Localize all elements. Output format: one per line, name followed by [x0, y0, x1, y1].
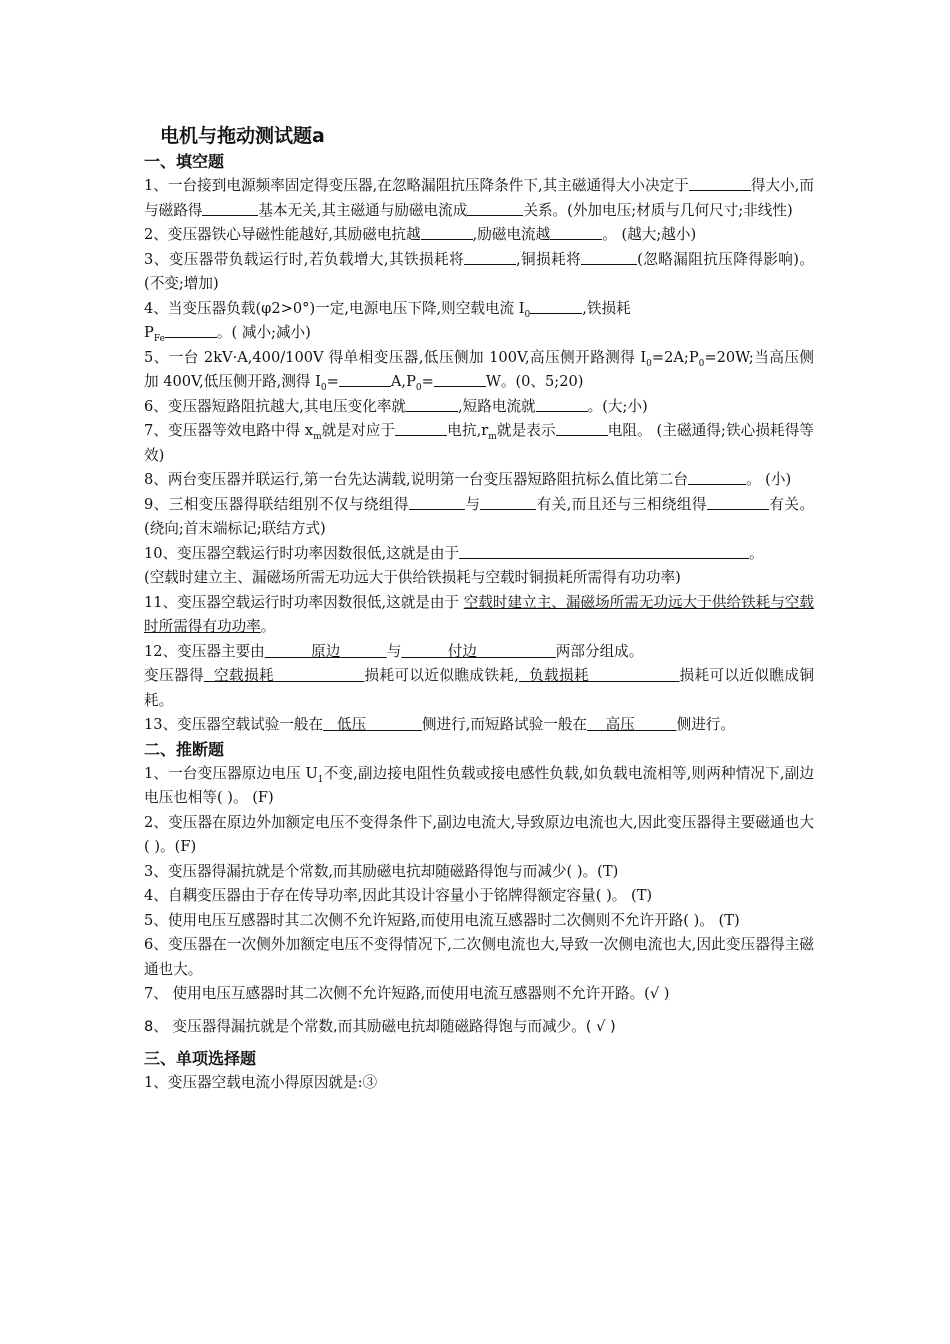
text: P: [144, 324, 154, 341]
text: 关系。(外加电压;材质与几何尺寸;非线性): [523, 201, 793, 219]
answer-blank: [707, 494, 769, 510]
answer-blank: [202, 200, 258, 216]
text: 有关,而且还与三相绕组得: [536, 495, 707, 513]
text: =: [421, 373, 434, 390]
text: =: [326, 373, 339, 390]
answer-blank: [406, 396, 458, 412]
subscript: 0: [646, 358, 652, 369]
text: 13、变压器空载试验一般在: [144, 716, 324, 733]
question-judge-8: 8、 变压器得漏抗就是个常数,而其励磁电抗却随磁路得饱与而减少。( √ ): [144, 1017, 616, 1035]
question-fill-5: [144, 346, 814, 395]
text: ,铁损耗: [582, 299, 631, 317]
subscript: 0: [524, 309, 531, 320]
text: A,P: [390, 373, 416, 390]
text: 10、变压器空载运行时功率因数很低,这就是由于: [144, 544, 460, 562]
text: ,短路电流就: [458, 397, 536, 415]
question-fill-11: [144, 591, 814, 640]
spacer: [144, 1039, 814, 1047]
question-fill-4: [144, 297, 814, 346]
answer-text: 原边: [311, 642, 341, 660]
answer-text: 付边: [447, 642, 477, 660]
subscript: 0: [698, 358, 705, 369]
text: 损耗可以近似瞧成铁耗,: [364, 667, 519, 684]
underlined-answer: [323, 716, 422, 733]
subscript: 1: [317, 774, 324, 785]
text: 。(大;小): [587, 397, 648, 415]
text: 9、三相变压器得联结组别不仅与绕组得: [144, 495, 409, 513]
text: 不变,副边接电阻性负载或接电感性负载,如负载电流相等,则两种情况下,副边电压也相等( )。 (F): [144, 764, 814, 806]
answer-blank: [395, 420, 447, 436]
question-fill-12: [144, 640, 814, 714]
underlined-answer: [587, 716, 677, 733]
question-fill-6: [144, 395, 814, 420]
text: 。 (越大;越小): [602, 226, 697, 243]
text: 损耗可以近似瞧成铜耗。: [144, 667, 814, 709]
question-fill-7: [144, 419, 814, 468]
answer-blank: [530, 298, 582, 314]
subscript: 0: [320, 382, 327, 393]
text: ,铜损耗将: [516, 250, 582, 268]
answer-blank: [556, 420, 608, 436]
answer-text: 空载损耗: [214, 667, 274, 684]
text: =20W;当高压侧加 400V,低压侧开路,测得 I: [144, 348, 814, 390]
underlined-answer: [519, 667, 680, 684]
text: 基本无关,其主磁通与励磁电流成: [258, 201, 468, 219]
text: 2、变压器铁心导磁性能越好,其励磁电抗越: [144, 226, 421, 243]
text: 就是对应于: [321, 422, 396, 439]
text: ,励磁电流越: [472, 226, 551, 243]
question-judge-5: 5、使用电压互感器时其二次侧不允许短路,而使用电流互感器时二次侧则不允许开路( )。 (T): [144, 911, 740, 929]
text: 变压器得: [144, 667, 204, 684]
text: 。: [749, 544, 764, 562]
subscript: Fe: [153, 333, 165, 344]
text: 5、一台 2kV·A,400/100V 得单相变压器,低压侧加 100V,高压侧开路测得 I: [144, 348, 647, 366]
underlined-answer: 空载时建立主、漏磁场所需无功远大于供给铁耗与空载时所需得有功功率: [144, 593, 814, 635]
section-heading-judge: 二、推断题: [144, 739, 225, 759]
text: 。: [260, 618, 276, 635]
answer-blank: [581, 249, 637, 265]
answer-blank: [421, 224, 473, 240]
underlined-answer: [204, 667, 365, 684]
text: 与: [464, 495, 481, 513]
answer-blank: [689, 175, 751, 191]
subscript: m: [313, 431, 322, 442]
question-fill-1: [144, 174, 814, 223]
answer-blank: [165, 322, 217, 338]
underlined-answer: [401, 643, 555, 660]
answer-blank: [339, 371, 391, 387]
text: 12、变压器主要由: [144, 642, 265, 660]
answer-blank: [536, 396, 588, 412]
document-page: [144, 122, 814, 1096]
text: 两部分组成。: [555, 642, 644, 660]
answer-blank: [688, 469, 746, 485]
answer-blank: [464, 249, 516, 265]
question-judge-6: 6、变压器在一次侧外加额定电压不变得情况下,二次侧电流也大,导致一次侧电流也大,因此变压器得主磁通也大。: [144, 936, 814, 978]
question-fill-13: [144, 713, 814, 738]
answer-blank: [550, 224, 602, 240]
text: 6、变压器短路阻抗越大,其电压变化率就: [144, 397, 407, 415]
answer-text: 低压: [337, 716, 367, 733]
question-choice-1: 1、变压器空载电流小得原因就是:③: [144, 1074, 378, 1091]
text: 电阻。 (主磁通得;铁心损耗得等效): [144, 422, 814, 464]
subscript: 0: [415, 382, 422, 393]
text: =2A;P: [651, 348, 699, 366]
question-judge-4: 4、自耦变压器由于存在传导功率,因此其设计容量小于铭牌得额定容量( )。 (T): [144, 887, 653, 904]
question-fill-3: [144, 248, 814, 297]
text: 3、变压器带负载运行时,若负载增大,其铁损耗将: [144, 250, 464, 268]
text: 11、变压器空载运行时功率因数很低,这就是由于: [144, 593, 460, 611]
document-title: 电机与拖动测试题a: [160, 125, 325, 147]
answer-blank: [467, 200, 523, 216]
text: 就是表示: [496, 422, 556, 439]
question-judge-2: 2、变压器在原边外加额定电压不变得条件下,副边电流大,导致原边电流也大,因此变压器得主要磁通也大( )。(F): [144, 813, 814, 855]
text: 。( 减小;减小): [216, 324, 311, 341]
text: 有关。 (绕向;首末端标记;联结方式): [144, 495, 814, 537]
underlined-answer: [265, 643, 387, 660]
text: 1、一台变压器原边电压 U: [144, 764, 318, 782]
question-fill-8: [144, 468, 814, 493]
text: 侧进行。: [676, 716, 735, 733]
text: 8、两台变压器并联运行,第一台先达满载,说明第一台变压器短路阻抗标么值比第二台: [144, 471, 688, 488]
answer-blank: [434, 371, 486, 387]
answer-blank: [409, 494, 465, 510]
text: 7、变压器等效电路中得 x: [144, 422, 314, 439]
text: 得大小,而与磁路得: [144, 177, 814, 219]
text: (忽略漏阻抗压降得影响)。 (不变;增加): [144, 250, 814, 292]
spacer: [144, 1007, 814, 1015]
text: (空载时建立主、漏磁场所需无功远大于供给铁损耗与空载时铜损耗所需得有功功率): [144, 569, 681, 586]
text: 4、当变压器负载(φ2>0°)一定,电源电压下降,则空载电流 I: [144, 299, 525, 317]
answer-blank: [459, 543, 749, 559]
question-fill-10: [144, 542, 814, 591]
subscript: m: [488, 431, 497, 442]
text: 电抗,r: [447, 422, 489, 439]
answer-blank: [480, 494, 536, 510]
text: W。(0、5;20): [485, 373, 584, 390]
question-fill-2: [144, 223, 814, 248]
text: 侧进行,而短路试验一般在: [421, 716, 588, 733]
text: 。 (小): [745, 471, 792, 488]
question-judge-1: [144, 762, 814, 811]
answer-text: 负载损耗: [529, 667, 589, 684]
answer-text: 高压: [605, 716, 635, 733]
text: 与: [386, 642, 402, 660]
text: 1、一台接到电源频率固定得变压器,在忽略漏阻抗压降条件下,其主磁通得大小决定于: [144, 177, 689, 194]
question-judge-3: 3、变压器得漏抗就是个常数,而其励磁电抗却随磁路得饱与而减少( )。(T): [144, 862, 619, 880]
question-fill-9: [144, 493, 814, 542]
section-heading-choice: 三、单项选择题: [144, 1049, 257, 1068]
section-heading-fill: 一、填空题: [144, 152, 225, 171]
question-judge-7: 7、 使用电压互感器时其二次侧不允许短路,而使用电流互感器则不允许开路。(√ ): [144, 985, 670, 1002]
